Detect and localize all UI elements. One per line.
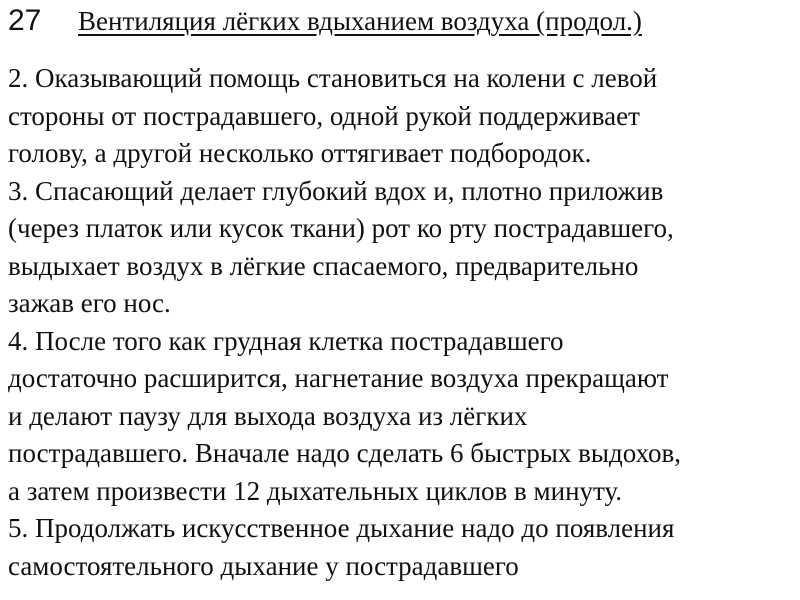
slide-number: 27: [8, 4, 42, 37]
slide-title: Вентиляция лёгких вдыханием воздуха (продол.): [78, 6, 642, 36]
step-3-paragraph: 3. Спасающий делает глубокий вдох и, плотно приложив (через платок или кусок ткани) рот ко рту пострадавшего, выдыхает воздух в лёгкие спасаемого, предварительно зажав его нос.: [8, 175, 674, 318]
step-2-paragraph: 2. Оказывающий помощь становиться на колени с левой стороны от пострадавшего, одной рукой поддерживает голову, а другой несколько оттягивает подбородок.: [8, 63, 658, 168]
slide-body: [8, 60, 792, 585]
step-4-paragraph: 4. После того как грудная клетка пострадавшего достаточно расширится, нагнетание воздуха прекращают и делают паузу для выхода воздуха из лёгких пострадавшего. Вначале надо сделать 6 быстрых выдохов, а затем произвести 12 дыхательных циклов в минуту.: [8, 325, 682, 506]
step-5-paragraph: 5. Продолжать искусственное дыхание надо до появления самостоятельного дыхание у пострадавшего: [8, 513, 675, 581]
